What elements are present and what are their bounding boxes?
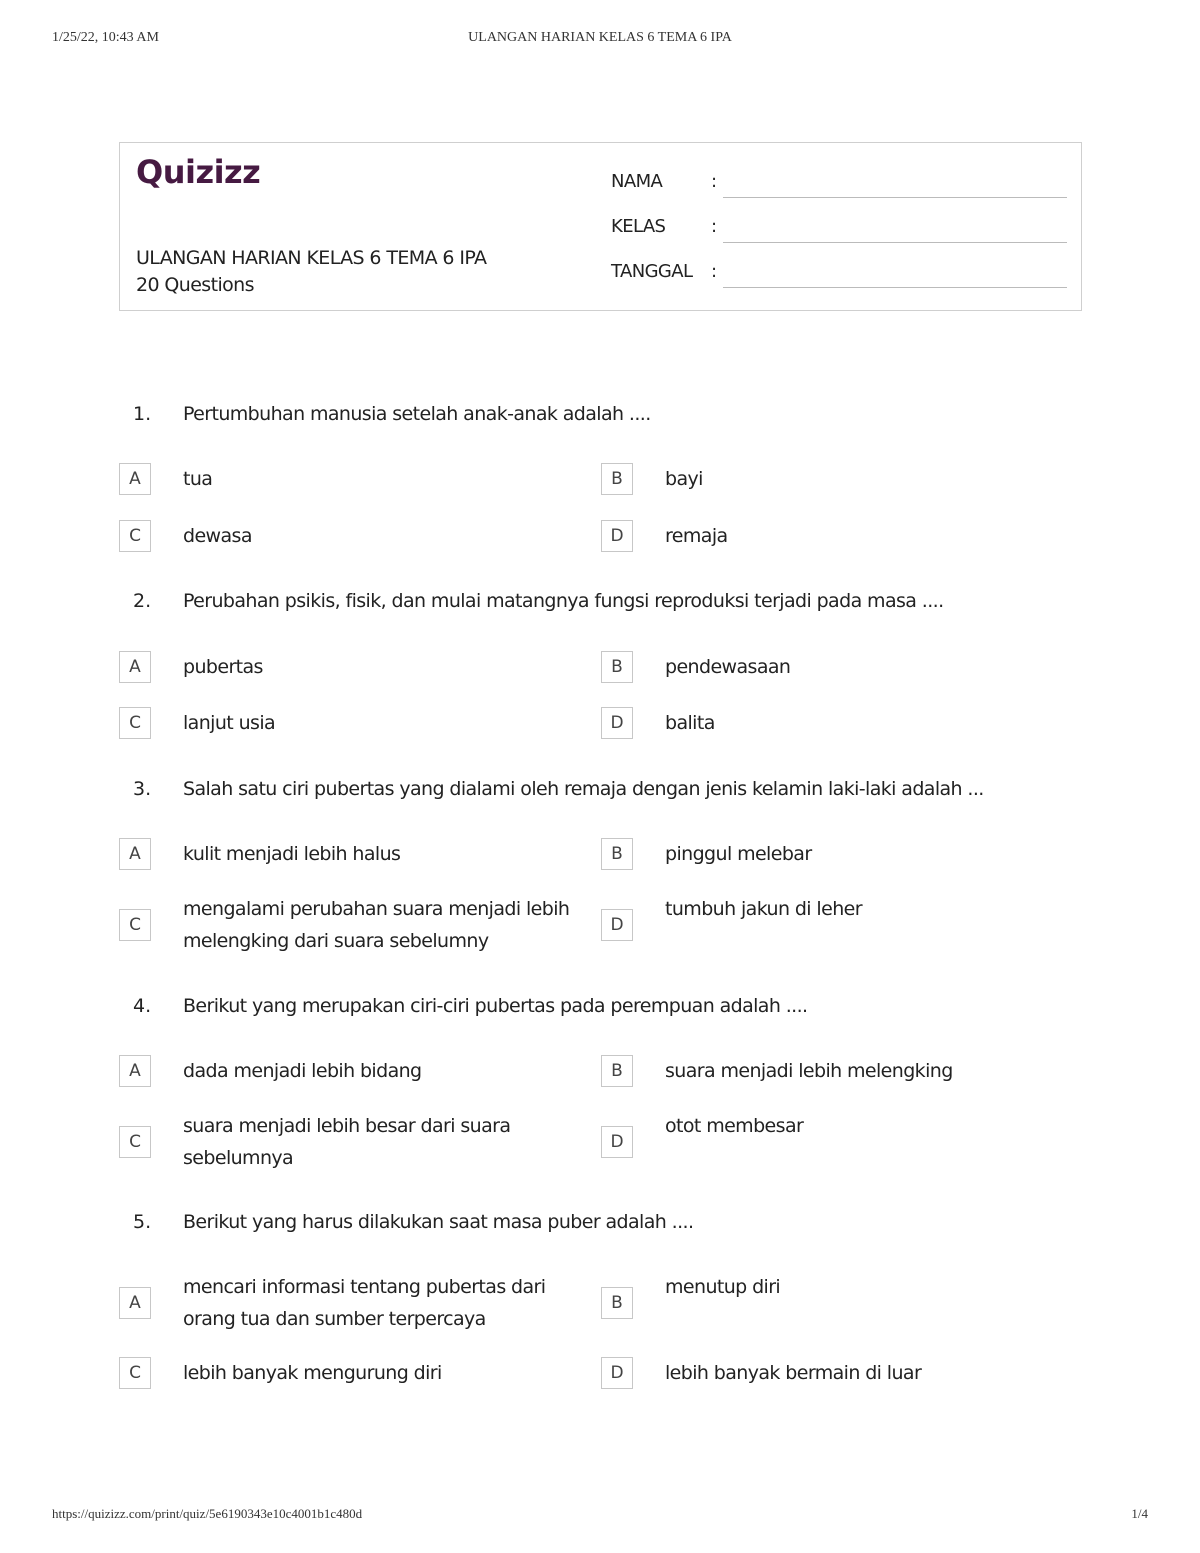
name-blank-line xyxy=(723,197,1067,198)
option-letter-box: B xyxy=(601,838,633,870)
option-letter-box: B xyxy=(601,651,633,683)
print-datetime: 1/25/22, 10:43 AM xyxy=(52,30,159,45)
question-text: Salah satu ciri pubertas yang dialami oleh remaja dengan jenis kelamin laki-laki adalah ... xyxy=(183,778,984,800)
class-field xyxy=(611,216,1067,246)
quiz-title: ULANGAN HARIAN KELAS 6 TEMA 6 IPA xyxy=(136,247,487,269)
question-text: Berikut yang merupakan ciri-ciri pubertas pada perempuan adalah .... xyxy=(183,995,808,1017)
quiz-header-box xyxy=(119,142,1082,311)
print-header xyxy=(52,30,1148,50)
quizizz-logo: Quizizz xyxy=(136,153,261,191)
option-letter-box: D xyxy=(601,1126,633,1158)
option-text: lebih banyak mengurung diri xyxy=(183,1362,442,1384)
question-count: 20 Questions xyxy=(136,274,254,296)
question-number: 2. xyxy=(133,590,152,612)
question-number: 3. xyxy=(133,778,152,800)
option-letter-box: A xyxy=(119,1055,151,1087)
name-label: NAMA xyxy=(611,171,663,192)
option-text: pubertas xyxy=(183,656,263,678)
option-letter-box: C xyxy=(119,1357,151,1389)
date-colon: : xyxy=(711,261,718,282)
option-text: pinggul melebar xyxy=(665,843,812,865)
option-text: tumbuh jakun di leher xyxy=(665,898,862,920)
question-text: Berikut yang harus dilakukan saat masa puber adalah .... xyxy=(183,1211,694,1233)
name-colon: : xyxy=(711,171,718,192)
option-text: lanjut usia xyxy=(183,712,276,734)
option-letter-box: C xyxy=(119,707,151,739)
question-text: Pertumbuhan manusia setelah anak-anak adalah .... xyxy=(183,403,651,425)
print-url: https://quizizz.com/print/quiz/5e6190343e10c4001b1c480d xyxy=(52,1506,363,1521)
print-footer xyxy=(52,1506,1148,1526)
option-text: dada menjadi lebih bidang xyxy=(183,1060,422,1082)
option-letter-box: B xyxy=(601,1055,633,1087)
option-text: kulit menjadi lebih halus xyxy=(183,843,401,865)
option-letter-box: C xyxy=(119,909,151,941)
option-text: suara menjadi lebih melengking xyxy=(665,1060,953,1082)
option-text: bayi xyxy=(665,468,703,490)
question-number: 1. xyxy=(133,403,152,425)
option-letter-box: C xyxy=(119,520,151,552)
class-colon: : xyxy=(711,216,718,237)
option-text: dewasa xyxy=(183,525,252,547)
question-number: 5. xyxy=(133,1211,152,1233)
option-letter-box: B xyxy=(601,463,633,495)
option-text: pendewasaan xyxy=(665,656,791,678)
class-label: KELAS xyxy=(611,216,666,237)
option-letter-box: D xyxy=(601,909,633,941)
option-letter-box: B xyxy=(601,1287,633,1319)
option-text: lebih banyak bermain di luar xyxy=(665,1362,922,1384)
class-blank-line xyxy=(723,242,1067,243)
option-text: suara menjadi lebih besar dari suara sebelumnya xyxy=(183,1115,511,1169)
date-label: TANGGAL xyxy=(611,261,693,282)
option-letter-box: D xyxy=(601,1357,633,1389)
date-blank-line xyxy=(723,287,1067,288)
question-number: 4. xyxy=(133,995,152,1017)
option-text: tua xyxy=(183,468,213,490)
option-text: mengalami perubahan suara menjadi lebih melengking dari suara sebelumny xyxy=(183,898,570,952)
question-text: Perubahan psikis, fisik, dan mulai matangnya fungsi reproduksi terjadi pada masa .... xyxy=(183,590,944,612)
page-number: 1/4 xyxy=(1131,1506,1148,1521)
option-letter-box: A xyxy=(119,838,151,870)
option-text: balita xyxy=(665,712,715,734)
option-text: otot membesar xyxy=(665,1115,804,1137)
date-field xyxy=(611,261,1067,291)
option-text: menutup diri xyxy=(665,1276,781,1298)
option-letter-box: A xyxy=(119,463,151,495)
option-letter-box: A xyxy=(119,651,151,683)
option-letter-box: C xyxy=(119,1126,151,1158)
print-document-title: ULANGAN HARIAN KELAS 6 TEMA 6 IPA xyxy=(468,30,732,45)
option-text: mencari informasi tentang pubertas dari orang tua dan sumber terpercaya xyxy=(183,1276,546,1330)
option-letter-box: A xyxy=(119,1287,151,1319)
name-field xyxy=(611,171,1067,201)
option-text: remaja xyxy=(665,525,728,547)
option-letter-box: D xyxy=(601,520,633,552)
option-letter-box: D xyxy=(601,707,633,739)
